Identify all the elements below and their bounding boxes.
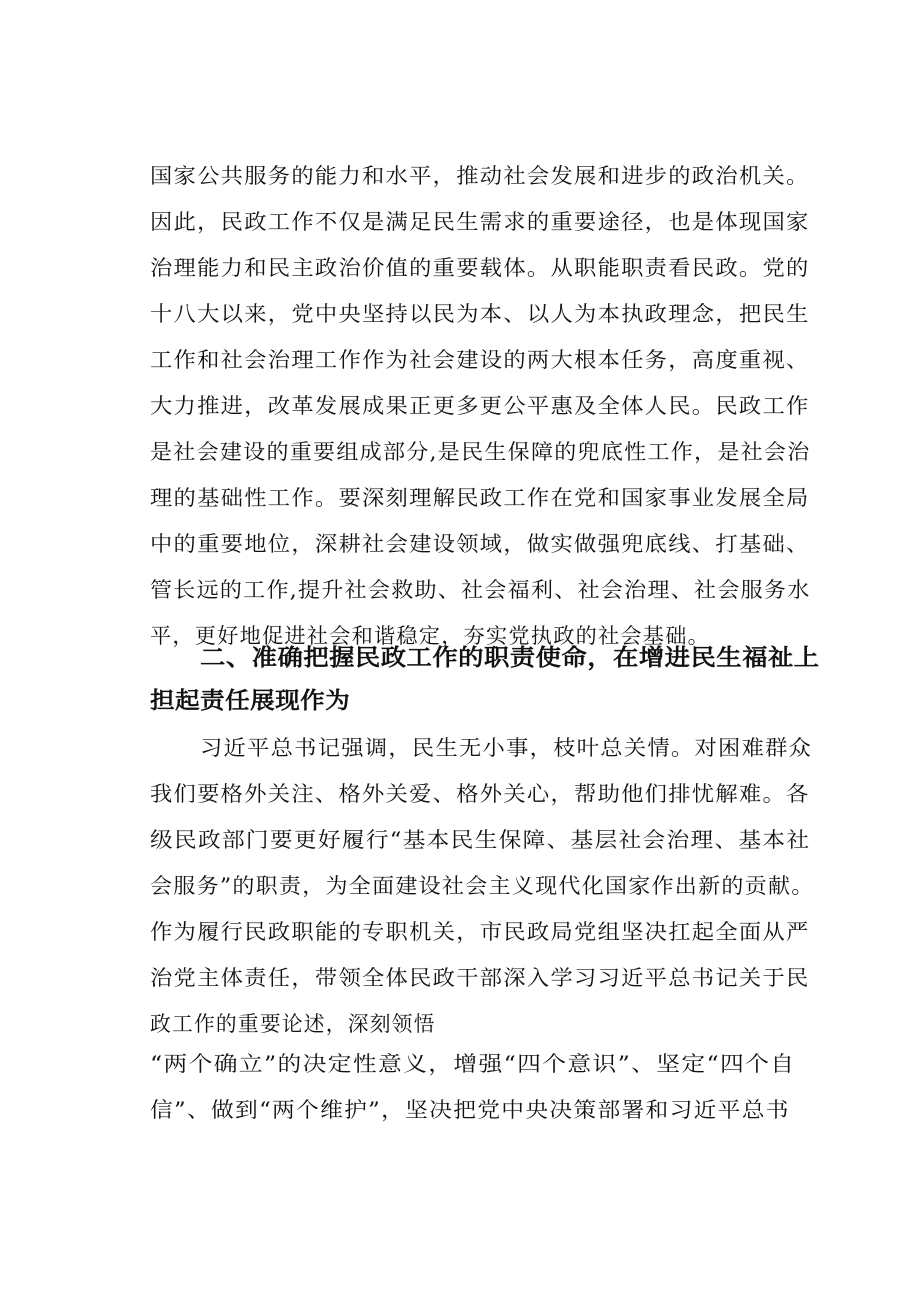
paragraph-2-line-8: “两个确立”的决定性意义，增强“四个意识”、坚定“四个自 [150,1052,796,1076]
paragraph-2-line-4: 会服务”的职责，为全面建设社会主义现代化国家作出新的贡献。 [150,874,815,898]
paragraph-1-line-9: 中的重要地位，深耕社会建设领域，做实做强兜底线、打基础、 [150,532,810,556]
paragraph-2-line-6: 治党主体责任，带领全体民政干部深入学习习近平总书记关于民 [150,966,810,990]
paragraph-1-line-11: 平，更好地促进社会和谐稳定，夯实党执政的社会基础。 [150,624,710,648]
paragraph-1-line-5: 工作和社会治理工作作为社会建设的两大根本任务，高度重视、 [150,348,810,372]
paragraph-2-line-2: 我们要格外关注、格外关爱、格外关心，帮助他们排忧解难。各 [150,782,810,806]
paragraph-2-line-3: 级民政部门要更好履行“基本民生保障、基层社会治理、基本社 [150,828,811,852]
paragraph-1-line-1: 国家公共服务的能力和水平，推动社会发展和进步的政治机关。 [150,164,810,188]
paragraph-1-line-10: 管长远的工作,提升社会救助、社会福利、社会治理、社会服务水 [150,578,811,602]
paragraph-1-line-3: 治理能力和民主政治价值的重要载体。从职能职责看民政。党的 [150,256,810,280]
paragraph-1-line-7: 是社会建设的重要组成部分,是民生保障的兜底性工作，是社会治 [150,440,811,464]
section-heading-line-2: 担起责任展现作为 [150,688,351,714]
paragraph-1-line-6: 大力推进，改革发展成果正更多更公平惠及全体人民。民政工作 [150,394,810,418]
paragraph-2-line-9: 信”、做到“两个维护”，坚决把党中央决策部署和习近平总书 [150,1098,790,1122]
paragraph-2-line-7: 政工作的重要论述，深刻领悟 [150,1012,436,1036]
paragraph-2-line-5: 作为履行民政职能的专职机关，市民政局党组坚决扛起全面从严 [150,920,810,944]
paragraph-2-line-1: 习近平总书记强调，民生无小事，枝叶总关情。对困难群众 [200,736,813,760]
paragraph-1-line-8: 理的基础性工作。要深刻理解民政工作在党和国家事业发展全局 [150,486,810,510]
paragraph-1-line-2: 因此，民政工作不仅是满足民生需求的重要途径，也是体现国家 [150,210,810,234]
paragraph-1-line-4: 十八大以来，党中央坚持以民为本、以人为本执政理念，把民生 [150,302,810,326]
section-heading-line-1: 二、准确把握民政工作的职责使命，在增进民生福祉上 [200,645,820,671]
